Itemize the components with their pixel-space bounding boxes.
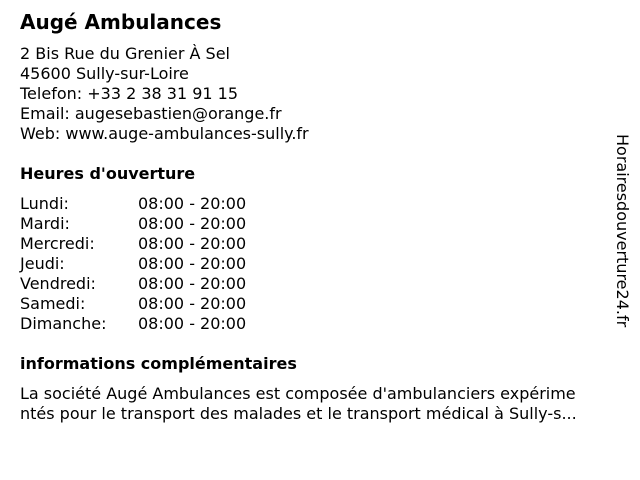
time-range: 08:00 - 20:00	[138, 254, 247, 273]
hours-row-saturday	[20, 294, 246, 314]
opening-hours-heading: Heures d'ouverture	[20, 164, 196, 183]
time-range: 08:00 - 20:00	[138, 294, 247, 313]
time-range: 08:00 - 20:00	[138, 234, 247, 253]
hours-row-sunday	[20, 314, 246, 334]
day-label: Lundi:	[20, 194, 69, 213]
city-postal: 45600 Sully-sur-Loire	[20, 64, 189, 83]
time-range: 08:00 - 20:00	[138, 214, 247, 233]
hours-row-wednesday	[20, 234, 246, 254]
website-url: Web: www.auge-ambulances-sully.fr	[20, 124, 309, 143]
day-label: Dimanche:	[20, 314, 107, 333]
contact-block	[20, 44, 309, 144]
business-description	[20, 384, 630, 424]
hours-row-tuesday	[20, 214, 246, 234]
site-watermark: Horairesdouverture24.fr	[613, 134, 632, 328]
additional-info-heading: informations complémentaires	[20, 354, 297, 373]
time-range: 08:00 - 20:00	[138, 314, 247, 333]
street-address: 2 Bis Rue du Grenier À Sel	[20, 44, 230, 63]
day-label: Vendredi:	[20, 274, 96, 293]
time-range: 08:00 - 20:00	[138, 274, 247, 293]
email-address: Email: augesebastien@orange.fr	[20, 104, 282, 123]
phone-number: Telefon: +33 2 38 31 91 15	[20, 84, 239, 103]
business-name: Augé Ambulances	[20, 10, 222, 34]
time-range: 08:00 - 20:00	[138, 194, 247, 213]
hours-row-monday	[20, 194, 246, 214]
day-label: Mardi:	[20, 214, 70, 233]
day-label: Samedi:	[20, 294, 86, 313]
hours-row-friday	[20, 274, 246, 294]
day-label: Mercredi:	[20, 234, 95, 253]
opening-hours-table	[20, 194, 246, 334]
description-line: La société Augé Ambulances est composée d'ambulanciers expérime	[20, 384, 576, 403]
hours-row-thursday	[20, 254, 246, 274]
description-line: ntés pour le transport des malades et le transport médical à Sully-s...	[20, 404, 577, 423]
day-label: Jeudi:	[20, 254, 65, 273]
